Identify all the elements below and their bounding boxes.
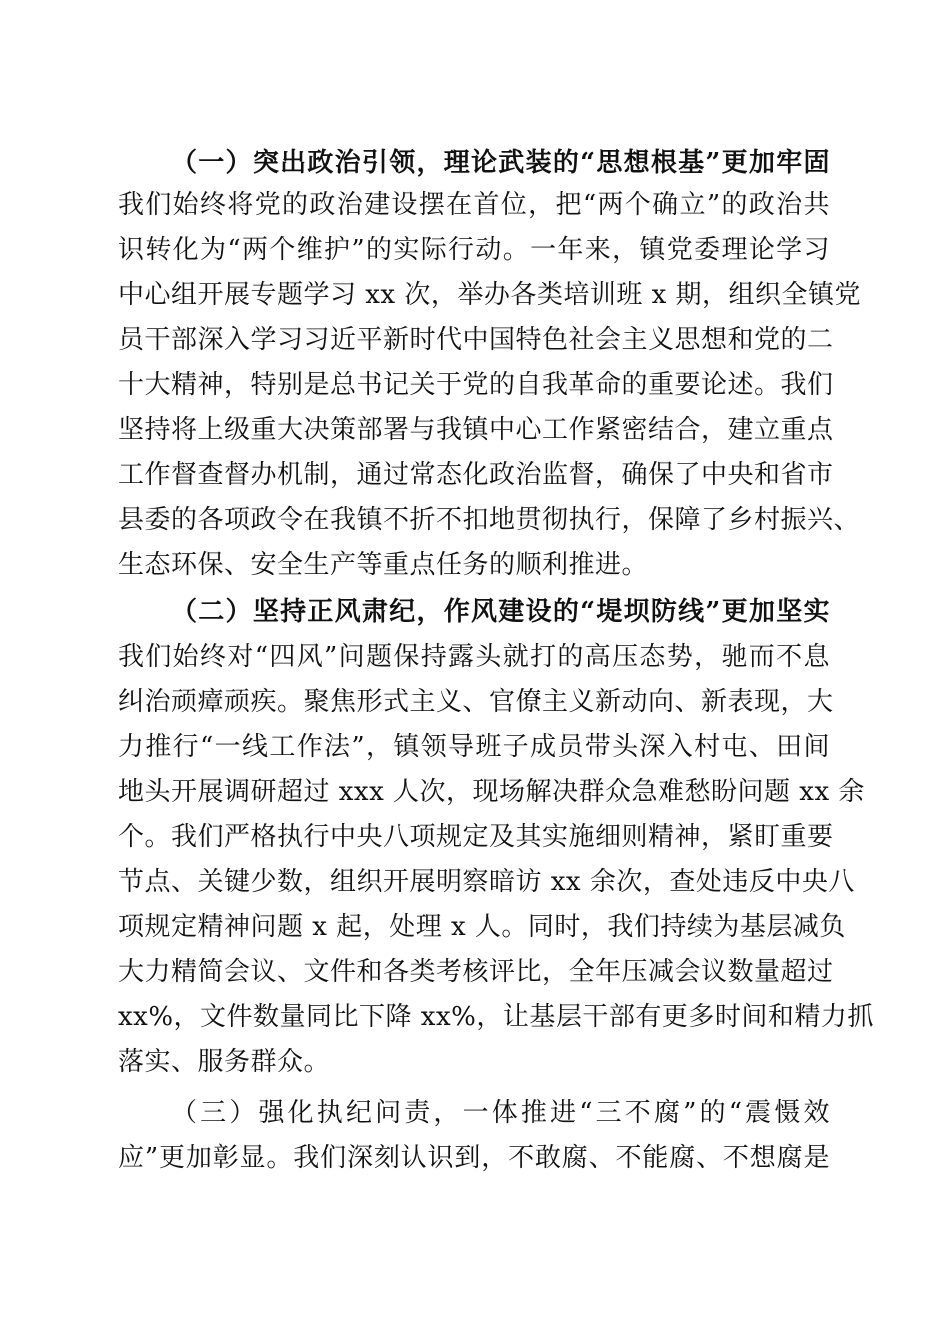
paragraph-line: 落实、服务群众。: [118, 1047, 331, 1077]
section-heading-3: （三）强化执纪问责，一体推进“三不腐”的“震慑效: [171, 1098, 830, 1128]
section-heading-2: （二）坚持正风肃纪，作风建设的“堤坝防线”更加坚实: [171, 597, 830, 627]
paragraph-line: 地头开展调研超过 xxx 人次，现场解决群众急难愁盼问题 xx 余: [118, 777, 865, 807]
paragraph-line: 中心组开展专题学习 xx 次，举办各类培训班 x 期，组织全镇党: [118, 280, 862, 310]
paragraph-line: 个。我们严格执行中央八项规定及其实施细则精神，紧盯重要: [118, 822, 834, 852]
paragraph-line: 力推行“一线工作法”，镇领导班子成员带头深入村屯、田间: [118, 732, 830, 762]
paragraph-line: 我们始终将党的政治建设摆在首位，把“两个确立”的政治共: [118, 190, 830, 220]
section-heading-1: （一）突出政治引领，理论武装的“思想根基”更加牢固: [171, 148, 830, 178]
paragraph-line: 我们始终对“四风”问题保持露头就打的高压态势，驰而不息: [118, 642, 830, 672]
paragraph-line: 节点、关键少数，组织开展明察暗访 xx 余次，查处违反中央八: [118, 867, 855, 897]
paragraph-line: xx%，文件数量同比下降 xx%，让基层干部有更多时间和精力抓: [118, 1002, 874, 1032]
paragraph-line: 大力精简会议、文件和各类考核评比，全年压减会议数量超过: [118, 957, 834, 987]
paragraph-line: 十大精神，特别是总书记关于党的自我革命的重要论述。我们: [118, 370, 834, 400]
paragraph-line: 县委的各项政令在我镇不折不扣地贯彻执行，保障了乡村振兴、: [118, 505, 861, 535]
paragraph-line: 工作督查督办机制，通过常态化政治监督，确保了中央和省市: [118, 460, 834, 490]
paragraph-line: 纠治顽瘴顽疾。聚焦形式主义、官僚主义新动向、新表现，大: [118, 687, 834, 717]
paragraph-line: 生态环保、安全生产等重点任务的顺利推进。: [118, 550, 649, 580]
paragraph-line: 项规定精神问题 x 起，处理 x 人。同时，我们持续为基层减负: [118, 912, 846, 942]
paragraph-line: 员干部深入学习习近平新时代中国特色社会主义思想和党的二: [118, 325, 834, 355]
paragraph-line: 应”更加彰显。我们深刻认识到，不敢腐、不能腐、不想腐是: [118, 1143, 830, 1173]
paragraph-line: 识转化为“两个维护”的实际行动。一年来，镇党委理论学习: [118, 235, 830, 265]
paragraph-line: 坚持将上级重大决策部署与我镇中心工作紧密结合，建立重点: [118, 415, 834, 445]
